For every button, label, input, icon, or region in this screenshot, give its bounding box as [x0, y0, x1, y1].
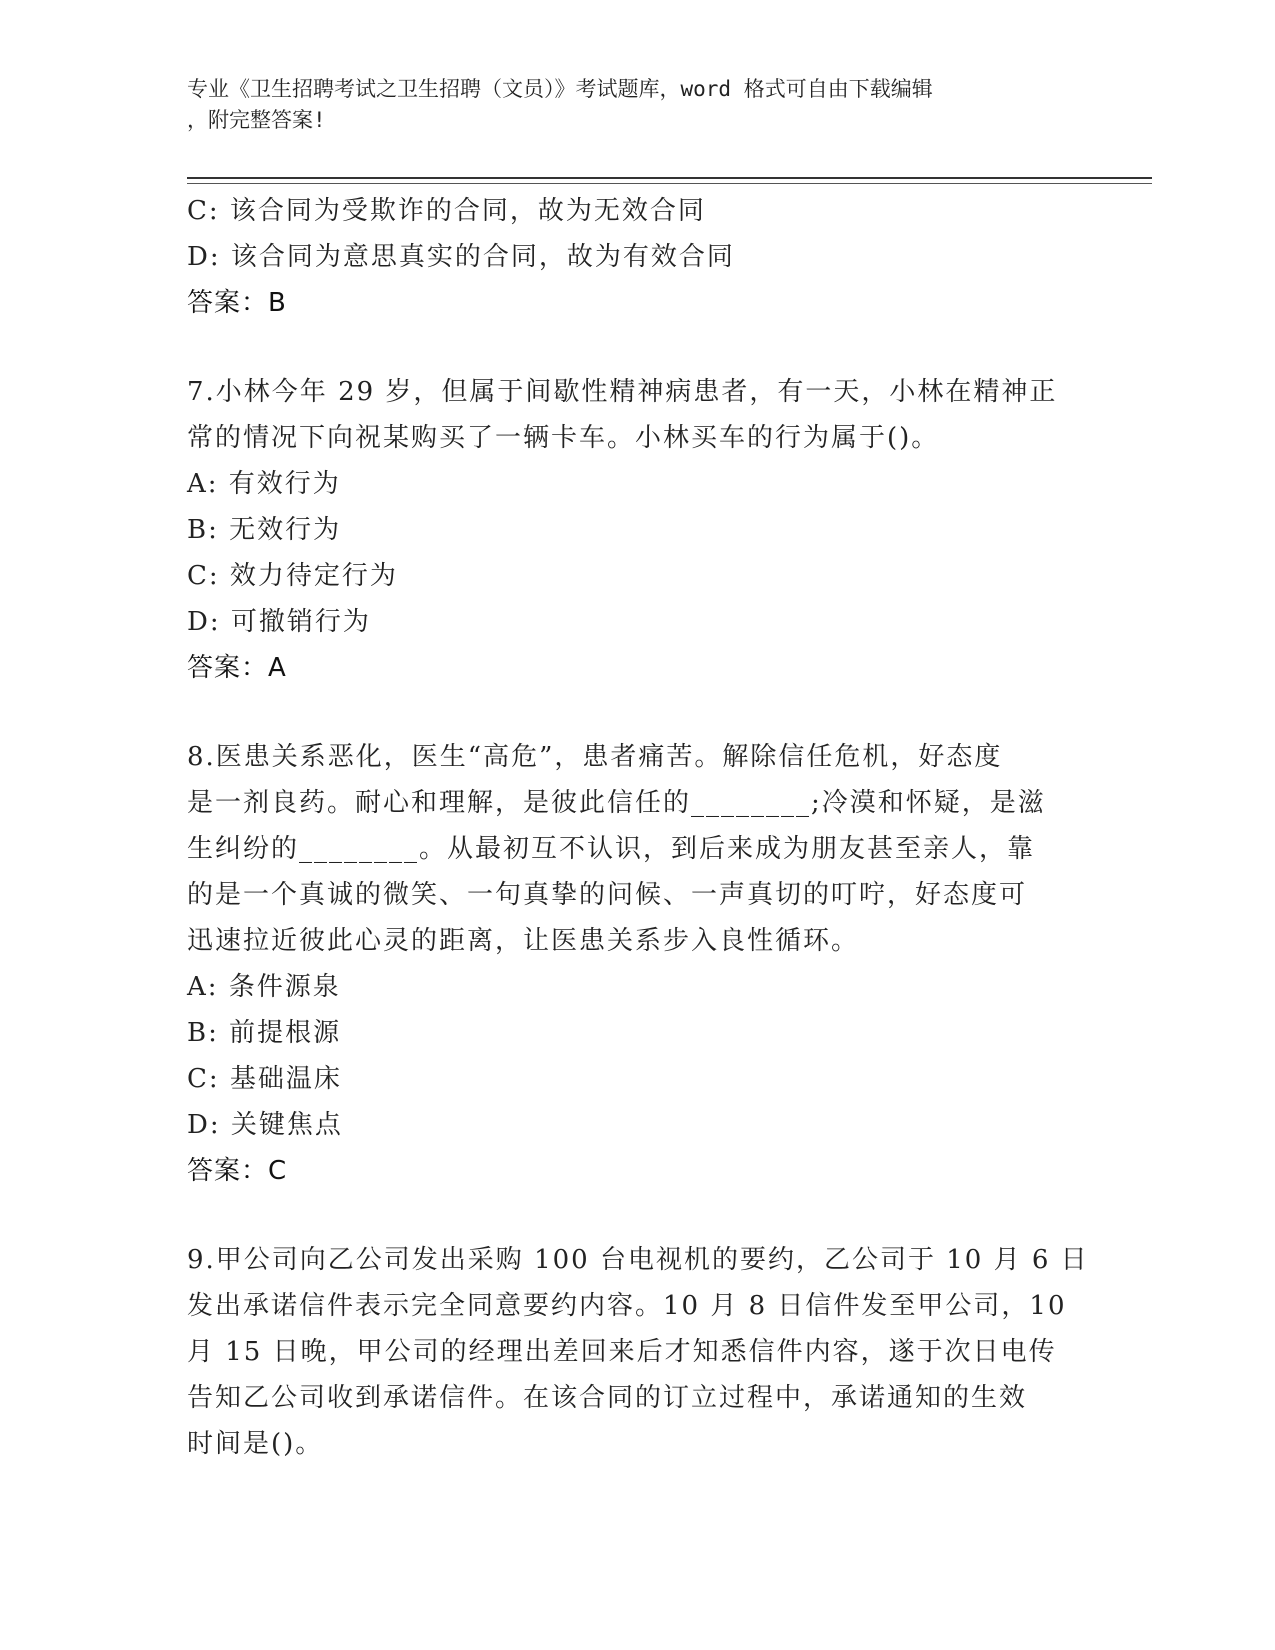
q8-option-d: D: 关键焦点 [187, 1110, 343, 1140]
question-spacer [187, 326, 1087, 369]
q8-stem-line: 是一剂良药。耐心和理解，是彼此信任的________;冷漠和怀疑，是滋 [187, 788, 1046, 818]
header-line-2: ，附完整答案! [187, 108, 326, 132]
q9-stem-line: 发出承诺信件表示完全同意要约内容。10 月 8 日信件发至甲公司，10 [187, 1291, 1067, 1321]
q7-stem-line: 7.小林今年 29 岁，但属于间歇性精神病患者，有一天，小林在精神正 [187, 377, 1058, 407]
question-spacer [187, 1194, 1087, 1237]
q8-stem-line: 生纠纷的________。从最初互不认识，到后来成为朋友甚至亲人，靠 [187, 834, 1036, 864]
q7-option-d: D: 可撤销行为 [187, 607, 371, 637]
question-spacer [187, 691, 1087, 734]
q9-stem-line: 时间是()。 [187, 1429, 324, 1459]
q7-stem-line: 常的情况下向祝某购买了一辆卡车。小林买车的行为属于()。 [187, 423, 940, 453]
q8-stem-line: 8.医患关系恶化，医生“高危”，患者痛苦。解除信任危机，好态度 [187, 742, 1003, 772]
q7-option-b: B: 无效行为 [187, 515, 342, 545]
header-line-1: 专业《卫生招聘考试之卫生招聘（文员）》考试题库，word 格式可自由下载编辑 [187, 77, 933, 101]
q6-option-d: D: 该合同为意思真实的合同，故为有效合同 [187, 242, 735, 272]
q7-answer: 答案：A [187, 653, 287, 683]
header-divider-thick [187, 177, 1152, 179]
q8-stem-line: 迅速拉近彼此心灵的距离，让医患关系步入良性循环。 [187, 926, 860, 956]
q7-option-c: C: 效力待定行为 [187, 561, 398, 591]
q6-answer: 答案：B [187, 288, 287, 318]
q7-option-a: A: 有效行为 [187, 469, 341, 499]
q6-option-c: C: 该合同为受欺诈的合同，故为无效合同 [187, 196, 706, 226]
q8-option-c: C: 基础温床 [187, 1064, 342, 1094]
q8-stem-line: 的是一个真诚的微笑、一句真挚的问候、一声真切的叮咛，好态度可 [187, 880, 1028, 910]
question-content [187, 188, 1087, 1467]
q8-option-b: B: 前提根源 [187, 1018, 342, 1048]
q9-stem-line: 告知乙公司收到承诺信件。在该合同的订立过程中，承诺通知的生效 [187, 1383, 1028, 1413]
q8-option-a: A: 条件源泉 [187, 972, 341, 1002]
document-header [187, 74, 1087, 136]
header-divider-thin [187, 183, 1152, 184]
q9-stem-line: 9.甲公司向乙公司发出采购 100 台电视机的要约，乙公司于 10 月 6 日 [187, 1245, 1089, 1275]
q9-stem-line: 月 15 日晚，甲公司的经理出差回来后才知悉信件内容，遂于次日电传 [187, 1337, 1057, 1367]
q8-answer: 答案：C [187, 1156, 288, 1186]
